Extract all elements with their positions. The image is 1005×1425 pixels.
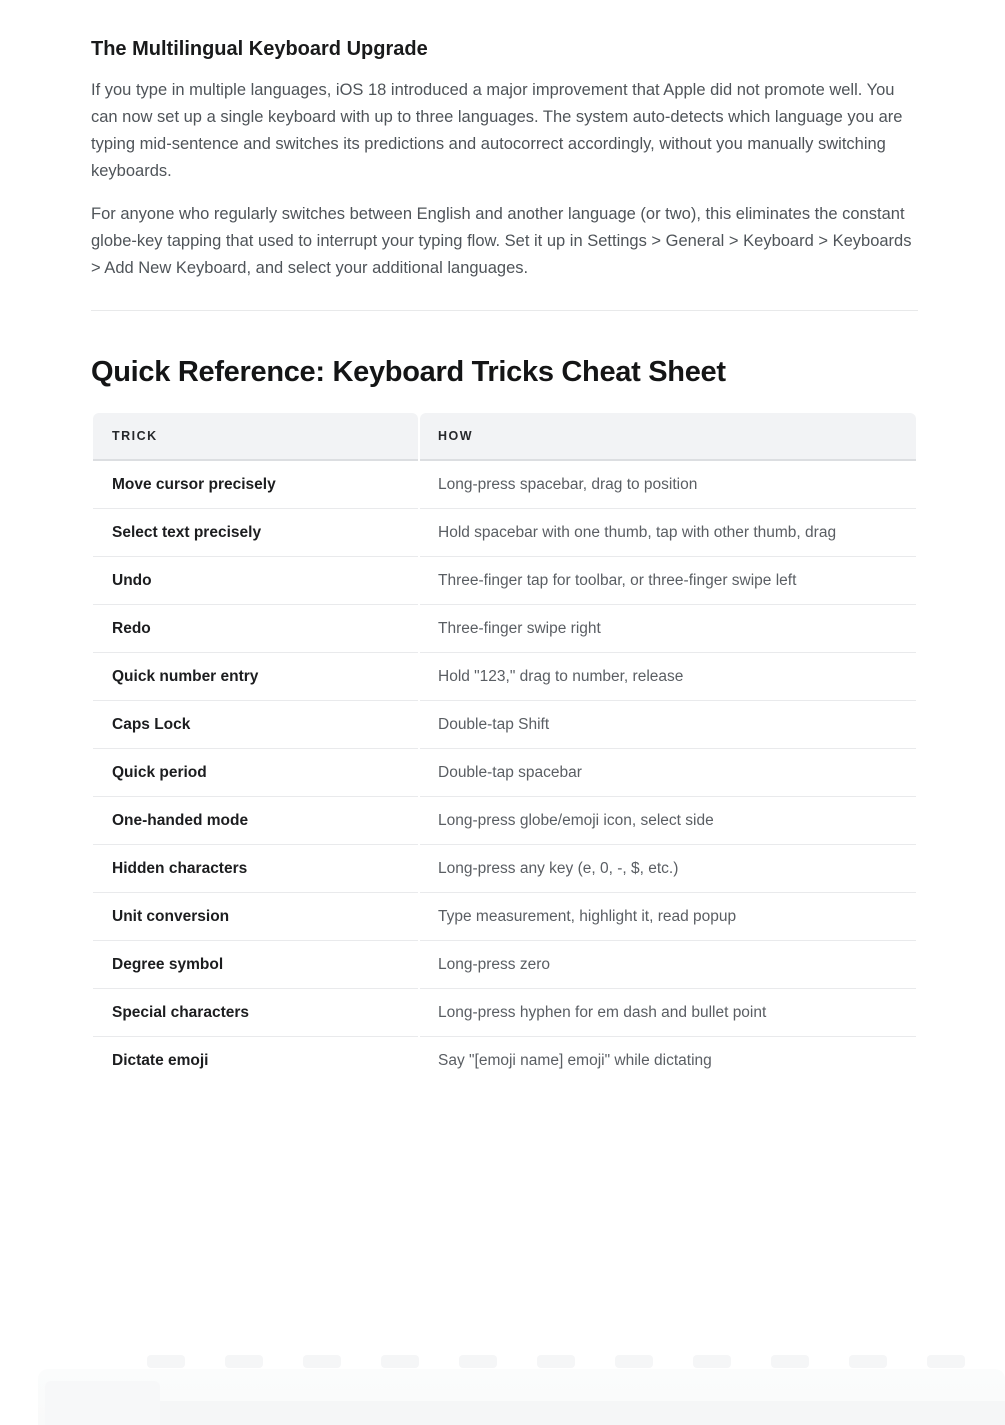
keycap — [459, 1355, 497, 1368]
how-cell: Long-press spacebar, drag to position — [420, 461, 916, 509]
trick-cell: Hidden characters — [93, 845, 418, 893]
how-cell: Double-tap Shift — [420, 701, 916, 749]
how-cell: Three-finger swipe right — [420, 605, 916, 653]
article-content — [91, 0, 918, 1085]
how-cell: Long-press globe/emoji icon, select side — [420, 797, 916, 845]
table-row — [93, 605, 916, 653]
keycap — [927, 1355, 965, 1368]
paragraph-multilingual-1: If you type in multiple languages, iOS 18 introduced a major improvement that Apple did not promote well. You can now set up a single keyboard with up to three languages. The system auto-detects which language you are typing mid-sentence and switches its predictions and autocorrect accordingly, without you manually switching keyboards. — [91, 81, 903, 180]
trick-cell: Move cursor precisely — [93, 461, 418, 509]
table-row — [93, 461, 916, 509]
table-row — [93, 557, 916, 605]
how-cell: Say "[emoji name] emoji" while dictating — [420, 1037, 916, 1085]
trick-cell: Quick period — [93, 749, 418, 797]
keycap — [147, 1355, 185, 1368]
table-row — [93, 893, 916, 941]
trick-cell: Degree symbol — [93, 941, 418, 989]
table-row — [93, 797, 916, 845]
how-cell: Hold "123," drag to number, release — [420, 653, 916, 701]
how-cell: Type measurement, highlight it, read popup — [420, 893, 916, 941]
trick-cell: One-handed mode — [93, 797, 418, 845]
table-row — [93, 1037, 916, 1085]
paragraph-multilingual-2: For anyone who regularly switches between English and another language (or two), this eliminates the constant globe-key tapping that used to interrupt your typing flow. Set it up in Settings > General > Keyboard > Keyboards > Add New Keyboard, and select your additional languages. — [91, 205, 912, 277]
keycap — [303, 1355, 341, 1368]
trick-cell: Special characters — [93, 989, 418, 1037]
keycap — [615, 1355, 653, 1368]
keycap — [693, 1355, 731, 1368]
table-row — [93, 749, 916, 797]
table-row — [93, 509, 916, 557]
keycap — [771, 1355, 809, 1368]
trick-cell: Quick number entry — [93, 653, 418, 701]
table-row — [93, 845, 916, 893]
keyboard-spacebar-strip — [160, 1401, 1005, 1425]
trick-cell: Undo — [93, 557, 418, 605]
how-cell: Long-press any key (e, 0, -, $, etc.) — [420, 845, 916, 893]
table-row — [93, 989, 916, 1037]
trick-cell: Redo — [93, 605, 418, 653]
how-cell: Three-finger tap for toolbar, or three-finger swipe left — [420, 557, 916, 605]
table-row — [93, 653, 916, 701]
column-header-how: HOW — [420, 413, 916, 461]
trick-cell: Select text precisely — [93, 509, 418, 557]
keyboard-body — [38, 1369, 1005, 1425]
table-row — [93, 941, 916, 989]
keycap — [225, 1355, 263, 1368]
keyboard-keys-row — [147, 1355, 965, 1368]
cheatsheet-table — [91, 413, 918, 1085]
table-row — [93, 701, 916, 749]
keyboard-illustration — [0, 1355, 1005, 1425]
cheatsheet-title: Quick Reference: Keyboard Tricks Cheat Sheet — [91, 356, 726, 388]
keyboard-left-edge — [45, 1381, 160, 1425]
keycap — [537, 1355, 575, 1368]
keycap — [849, 1355, 887, 1368]
column-header-trick: TRICK — [93, 413, 418, 461]
section-heading: The Multilingual Keyboard Upgrade — [91, 38, 428, 60]
section-divider — [91, 310, 918, 311]
trick-cell: Dictate emoji — [93, 1037, 418, 1085]
table-header — [93, 413, 916, 461]
trick-cell: Caps Lock — [93, 701, 418, 749]
trick-cell: Unit conversion — [93, 893, 418, 941]
how-cell: Hold spacebar with one thumb, tap with other thumb, drag — [420, 509, 916, 557]
how-cell: Double-tap spacebar — [420, 749, 916, 797]
how-cell: Long-press zero — [420, 941, 916, 989]
how-cell: Long-press hyphen for em dash and bullet point — [420, 989, 916, 1037]
keycap — [381, 1355, 419, 1368]
